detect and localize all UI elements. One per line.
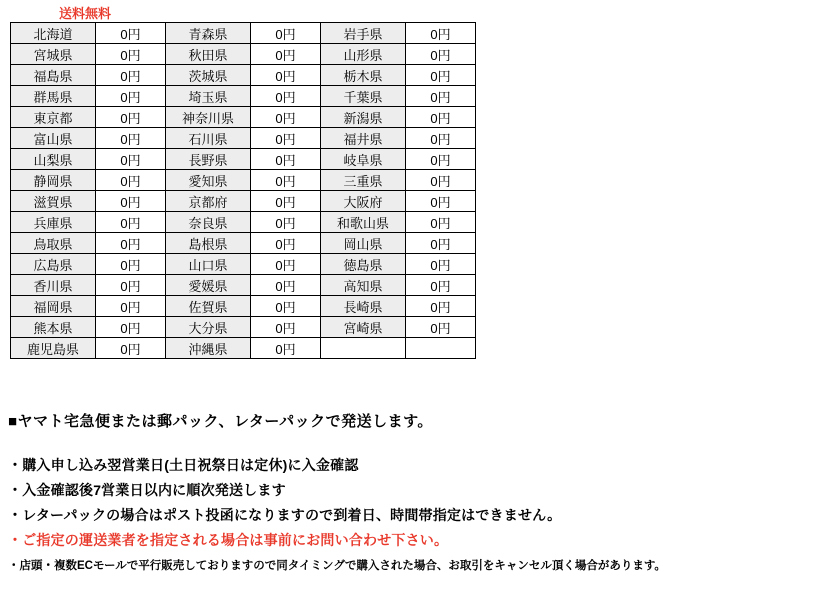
prefecture-price: 0円: [96, 44, 166, 65]
table-row: [11, 86, 476, 107]
prefecture-name: 岩手県: [321, 23, 406, 44]
note-line-letterpack: ・レターパックの場合はポスト投函になりますので到着日、時間帯指定はできません。: [8, 507, 562, 523]
prefecture-name: 鳥取県: [11, 233, 96, 254]
prefecture-price: 0円: [251, 23, 321, 44]
prefecture-name: 鹿児島県: [11, 338, 96, 359]
prefecture-price: 0円: [251, 170, 321, 191]
prefecture-price: 0円: [406, 275, 476, 296]
prefecture-name: 愛知県: [166, 170, 251, 191]
prefecture-price: 0円: [251, 65, 321, 86]
prefecture-name: 宮城県: [11, 44, 96, 65]
prefecture-name: 熊本県: [11, 317, 96, 338]
prefecture-name: 高知県: [321, 275, 406, 296]
table-row: [11, 128, 476, 149]
prefecture-name: 山形県: [321, 44, 406, 65]
table-row: [11, 170, 476, 191]
prefecture-price: 0円: [251, 317, 321, 338]
prefecture-name: 埼玉県: [166, 86, 251, 107]
note-line-dispatch-days: ・入金確認後7営業日以内に順次発送します: [8, 482, 286, 498]
prefecture-name: 佐賀県: [166, 296, 251, 317]
prefecture-name: 滋賀県: [11, 191, 96, 212]
prefecture-name: 長崎県: [321, 296, 406, 317]
prefecture-price: 0円: [251, 86, 321, 107]
prefecture-name: 三重県: [321, 170, 406, 191]
prefecture-name: 島根県: [166, 233, 251, 254]
prefecture-name: 神奈川県: [166, 107, 251, 128]
prefecture-name: 宮崎県: [321, 317, 406, 338]
prefecture-name: 兵庫県: [11, 212, 96, 233]
prefecture-price: 0円: [96, 128, 166, 149]
prefecture-name: 福島県: [11, 65, 96, 86]
note-line-carrier-request: ・ご指定の運送業者を指定される場合は事前にお問い合わせ下さい。: [8, 532, 449, 548]
prefecture-price: 0円: [406, 254, 476, 275]
prefecture-price: 0円: [96, 212, 166, 233]
table-row: [11, 212, 476, 233]
table-row: [11, 233, 476, 254]
prefecture-name: 北海道: [11, 23, 96, 44]
prefecture-price: 0円: [96, 275, 166, 296]
table-row: [11, 65, 476, 86]
table-row: [11, 317, 476, 338]
empty-cell: [321, 338, 406, 359]
prefecture-price: 0円: [406, 296, 476, 317]
shipping-method-heading: ■ヤマト宅急便または郵パック、レターパックで発送します。: [8, 413, 433, 430]
prefecture-price: 0円: [406, 170, 476, 191]
prefecture-price: 0円: [406, 44, 476, 65]
prefecture-price: 0円: [96, 191, 166, 212]
prefecture-price: 0円: [406, 107, 476, 128]
note-line-payment-confirm: ・購入申し込み翌営業日(土日祝祭日は定休)に入金確認: [8, 457, 359, 473]
prefecture-price: 0円: [251, 212, 321, 233]
prefecture-name: 長野県: [166, 149, 251, 170]
prefecture-name: 奈良県: [166, 212, 251, 233]
table-row: [11, 107, 476, 128]
prefecture-price: 0円: [251, 44, 321, 65]
prefecture-name: 富山県: [11, 128, 96, 149]
prefecture-price: 0円: [251, 149, 321, 170]
prefecture-name: 秋田県: [166, 44, 251, 65]
prefecture-name: 千葉県: [321, 86, 406, 107]
prefecture-price: 0円: [251, 275, 321, 296]
prefecture-name: 栃木県: [321, 65, 406, 86]
prefecture-price: 0円: [406, 233, 476, 254]
prefecture-price: 0円: [406, 149, 476, 170]
prefecture-price: 0円: [406, 65, 476, 86]
prefecture-name: 静岡県: [11, 170, 96, 191]
prefecture-name: 山口県: [166, 254, 251, 275]
prefecture-price: 0円: [96, 296, 166, 317]
prefecture-price: 0円: [96, 233, 166, 254]
prefecture-price: 0円: [96, 86, 166, 107]
prefecture-price: 0円: [96, 338, 166, 359]
prefecture-price: 0円: [251, 107, 321, 128]
table-row: [11, 338, 476, 359]
prefecture-price: 0円: [251, 254, 321, 275]
prefecture-price: 0円: [406, 212, 476, 233]
prefecture-name: 京都府: [166, 191, 251, 212]
prefecture-price: 0円: [96, 149, 166, 170]
prefecture-name: 広島県: [11, 254, 96, 275]
prefecture-name: 岡山県: [321, 233, 406, 254]
table-row: [11, 254, 476, 275]
prefecture-price: 0円: [96, 65, 166, 86]
prefecture-price: 0円: [406, 317, 476, 338]
prefecture-price: 0円: [96, 254, 166, 275]
prefecture-name: 福岡県: [11, 296, 96, 317]
free-shipping-label: 送料無料: [59, 6, 112, 21]
prefecture-name: 東京都: [11, 107, 96, 128]
prefecture-price: 0円: [251, 233, 321, 254]
prefecture-price: 0円: [96, 170, 166, 191]
prefecture-shipping-table: [10, 22, 476, 359]
table-row: [11, 191, 476, 212]
prefecture-name: 和歌山県: [321, 212, 406, 233]
prefecture-name: 青森県: [166, 23, 251, 44]
prefecture-name: 大分県: [166, 317, 251, 338]
prefecture-name: 大阪府: [321, 191, 406, 212]
table-row: [11, 44, 476, 65]
note-line-parallel-sales: ・店頭・複数ECモールで平行販売しておりますので同タイミングで購入された場合、お取引をキャンセル頂く場合があります。: [8, 560, 666, 572]
table-row: [11, 275, 476, 296]
prefecture-name: 山梨県: [11, 149, 96, 170]
prefecture-price: 0円: [406, 23, 476, 44]
prefecture-price: 0円: [96, 317, 166, 338]
prefecture-name: 香川県: [11, 275, 96, 296]
prefecture-name: 福井県: [321, 128, 406, 149]
table-row: [11, 149, 476, 170]
prefecture-price: 0円: [251, 338, 321, 359]
prefecture-name: 群馬県: [11, 86, 96, 107]
prefecture-name: 石川県: [166, 128, 251, 149]
prefecture-price: 0円: [406, 191, 476, 212]
prefecture-name: 沖縄県: [166, 338, 251, 359]
empty-cell: [406, 338, 476, 359]
prefecture-price: 0円: [251, 191, 321, 212]
prefecture-name: 愛媛県: [166, 275, 251, 296]
prefecture-price: 0円: [406, 128, 476, 149]
prefecture-name: 茨城県: [166, 65, 251, 86]
prefecture-price: 0円: [406, 86, 476, 107]
prefecture-price: 0円: [96, 23, 166, 44]
prefecture-price: 0円: [251, 296, 321, 317]
prefecture-name: 徳島県: [321, 254, 406, 275]
table-row: [11, 296, 476, 317]
prefecture-name: 岐阜県: [321, 149, 406, 170]
table-body: [11, 23, 476, 359]
prefecture-price: 0円: [251, 128, 321, 149]
prefecture-price: 0円: [96, 107, 166, 128]
shipping-notes: [8, 410, 808, 578]
prefecture-name: 新潟県: [321, 107, 406, 128]
table-row: [11, 23, 476, 44]
